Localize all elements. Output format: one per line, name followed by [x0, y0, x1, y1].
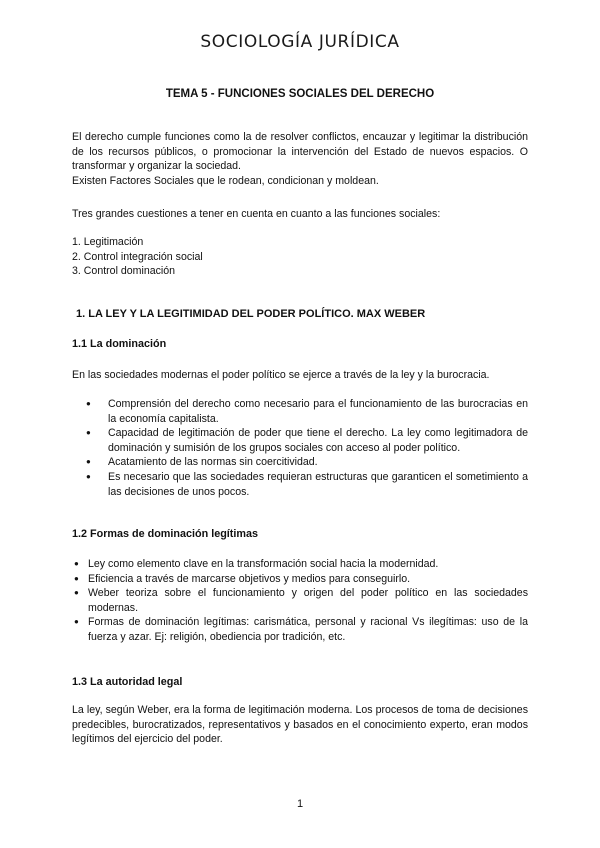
- questions-intro: Tres grandes cuestiones a tener en cuenta en cuanto a las funciones sociales:: [72, 208, 441, 220]
- section-1-heading-wrap: [76, 307, 532, 322]
- list-item: 3. Control dominación: [72, 265, 176, 278]
- section-1-heading: 1. LA LEY Y LA LEGITIMIDAD DEL PODER POLÍTICO. MAX WEBER: [76, 308, 426, 320]
- section-1-3-text-wrap: [72, 703, 528, 747]
- section-1-1-text: En las sociedades modernas el poder político se ejerce a través de la ley y la burocracia.: [72, 369, 490, 381]
- intro-block: [72, 130, 528, 188]
- bullet-item: ● Formas de dominación legítimas: carismática, personal y racional Vs ilegítimas: uso de la fuerza y azar. Ej: religión, obediencia por tradición, etc.: [72, 615, 528, 644]
- section-1-1-bullets: [72, 397, 528, 499]
- section-1-1-bullets-wrap: [72, 397, 528, 499]
- section-1-3-heading: 1.3 La autoridad legal: [72, 676, 183, 688]
- section-1-1-heading: 1.1 La dominación: [72, 338, 167, 350]
- list-item: 1. Legitimación: [72, 236, 144, 248]
- bullet-item: ● Ley como elemento clave en la transformación social hacia la modernidad.: [72, 557, 528, 572]
- bullet-item: ● Comprensión del derecho como necesario para el funcionamiento de las burocracias en la economía capitalista.: [72, 397, 528, 426]
- section-1-2-heading-wrap: [72, 527, 528, 542]
- document-title: SOCIOLOGÍA JURÍDICA: [200, 32, 400, 52]
- bullet-item: ● Capacidad de legitimación de poder que tiene el derecho. La ley como legitimadora de dominación y sumisión de los grupos sociales con acceso al poder político.: [72, 426, 528, 455]
- questions-block: [72, 207, 528, 222]
- bullet-item: ● Acatamiento de las normas sin coercitividad.: [72, 455, 528, 470]
- bullet-item: ● Weber teoriza sobre el funcionamiento y origen del poder político en las sociedades modernas.: [72, 586, 528, 615]
- numbered-list: [72, 235, 528, 279]
- bullet-item: ● Es necesario que las sociedades requieran estructuras que garanticen el sometimiento a las decisiones de unos pocos.: [72, 470, 528, 499]
- section-1-2-bullets-wrap: [72, 557, 528, 645]
- bullet-item: ● Eficiencia a través de marcarse objetivos y medios para conseguirlo.: [72, 572, 528, 587]
- section-1-1-heading-wrap: [72, 337, 528, 352]
- section-1-3-text: La ley, según Weber, era la forma de legitimación moderna. Los procesos de toma de decisiones predecibles, burocratizados, representativos y basados en el conocimiento experto, eran modos legítimos del ejercicio del poder.: [72, 704, 528, 746]
- section-1-3-heading-wrap: [72, 675, 528, 690]
- list-item: 2. Control integración social: [72, 250, 203, 263]
- section-1-2-heading: 1.2 Formas de dominación legítimas: [72, 528, 258, 540]
- section-1-2-bullets: [72, 557, 528, 645]
- section-1-1-text-wrap: [72, 368, 528, 383]
- intro-factors: Existen Factores Sociales que le rodean, condicionan y moldean.: [72, 174, 379, 187]
- page-number: 1: [296, 798, 304, 810]
- topic-title: TEMA 5 - FUNCIONES SOCIALES DEL DERECHO: [165, 88, 435, 100]
- intro-paragraph: El derecho cumple funciones como la de resolver conflictos, encauzar y legitimar la distribución de los recursos públicos, o promocionar la intervención del Estado de nuevos espacios. O transformar y organizar la sociedad.: [72, 131, 528, 173]
